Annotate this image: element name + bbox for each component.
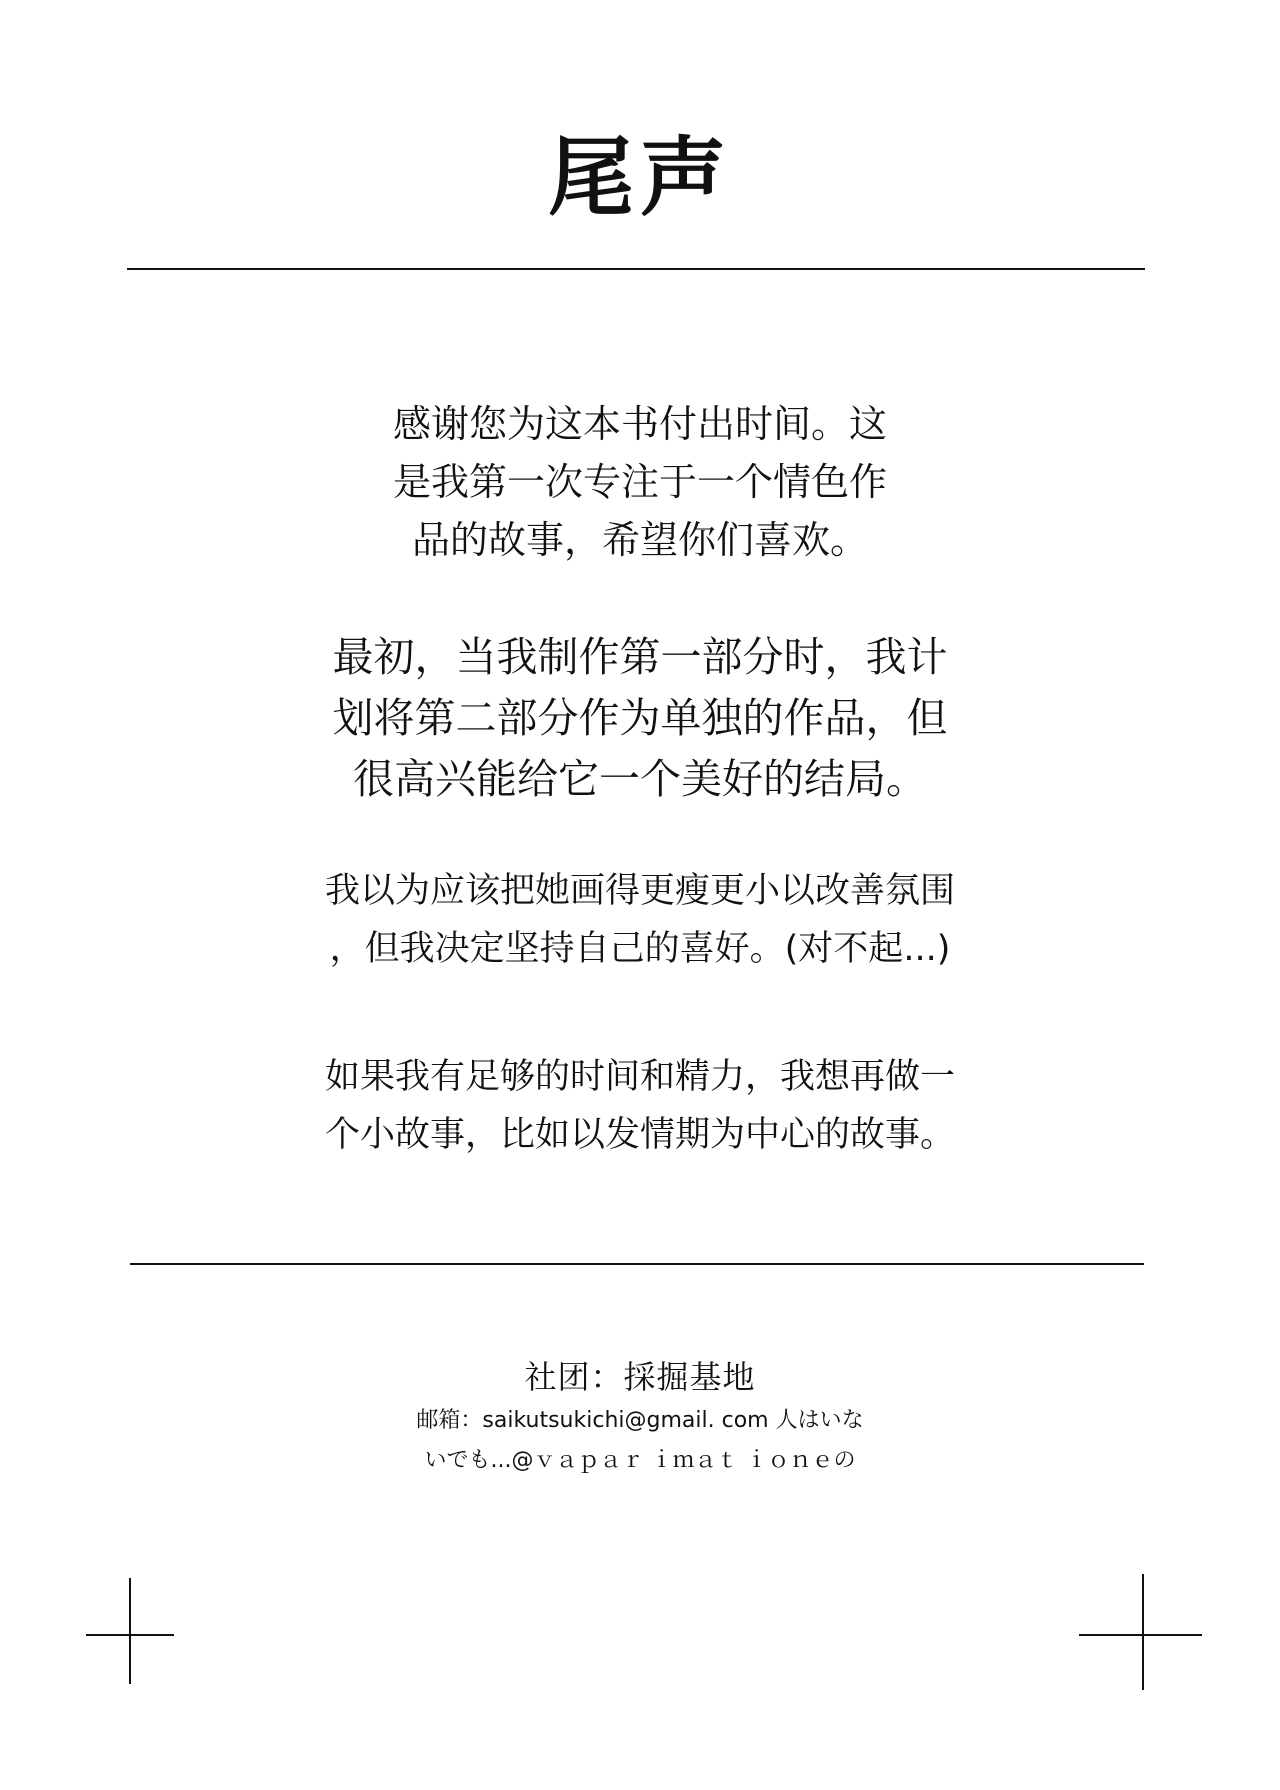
paragraph-style: [0, 862, 1280, 978]
circle-name: 社团：採掘基地: [524, 1358, 756, 1396]
contact-info: [0, 1401, 1280, 1481]
paragraph-plan: [0, 627, 1280, 810]
bottom-divider: [130, 1263, 1144, 1265]
paragraph-line: 我以为应该把她画得更瘦更小以改善氛围: [324, 871, 955, 911]
paragraph-line: 是我第一次专注于一个情色作: [392, 460, 887, 504]
paragraph-line: 最初，当我制作第一部分时，我计: [332, 633, 948, 681]
paragraph-line: 感谢您为这本书付出时间。这: [392, 402, 887, 446]
paragraph-future: [0, 1048, 1280, 1164]
paragraph-line: 如果我有足够的时间和精力，我想再做一: [324, 1057, 955, 1097]
contact-email-line: 邮箱：saikutsukichi@gmail. com 人はいな: [416, 1408, 864, 1433]
paragraph-thanks: [0, 395, 1280, 569]
paragraph-line: 品的故事，希望你们喜欢。: [411, 518, 868, 562]
page-title: 尾声: [548, 128, 732, 228]
paragraph-line: 划将第二部分作为单独的作品，但: [332, 694, 948, 742]
paragraph-line: 个小故事，比如以发情期为中心的故事。: [324, 1115, 955, 1155]
paragraph-line: 很高兴能给它一个美好的结局。: [353, 755, 927, 803]
paragraph-line: ，但我决定坚持自己的喜好。(对不起...): [329, 929, 951, 969]
top-divider: [127, 268, 1145, 270]
contact-handle-line: いでも...@ｖａｐａｒ ｉｍａｔ ｉｏｎｅの: [424, 1448, 856, 1473]
